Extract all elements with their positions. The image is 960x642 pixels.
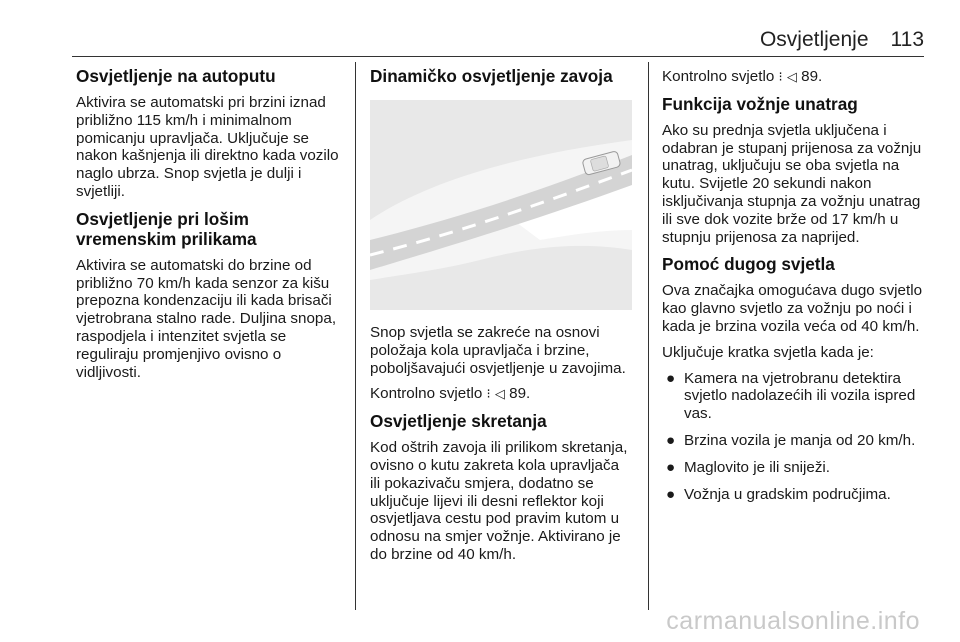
header-title: Osvjetljenje <box>759 28 869 51</box>
heading-high-beam-assist: Pomoć dugog svjetla <box>662 254 835 275</box>
bullet-icon: ● <box>666 431 676 449</box>
column-2 <box>370 62 632 572</box>
list-item: ● Vožnja u gradskim područjima. <box>666 485 891 503</box>
column-divider-1 <box>355 62 356 610</box>
heading-reverse-function: Funkcija vožnje unatrag <box>662 93 858 114</box>
paragraph-reverse-function: Ako su prednja svjetla uključena i odabran je stupanj prijenosa za vožnju unatrag, uključuju se oba svjetla na kutu. Svijetle 20 sekundi nakon isključivanja stupnja za vožnju unatrag ili sve dok vozite brže od 17 km/h u stupnju prijenosa za naprijed. <box>662 121 922 246</box>
paragraph-bad-weather-lighting: Aktivira se automatski do brzine od približno 70 km/h kada senzor za kišu prepozna kondenzaciju ili kada brisači vjetrobrana stalno rade. Duljina snopa, raspodjela i intenzitet svjetla se reguliraju promjenjivo ovisno o vidljivosti. <box>76 256 337 381</box>
cornering-light-icon: ⁝ <box>778 69 783 84</box>
reference-line <box>370 385 632 403</box>
header-divider <box>72 56 924 57</box>
list-item: ● Kamera na vjetrobranu detektira svjetlo nadolazećih ili vozila ispred vas. <box>666 369 916 423</box>
cornering-light-illustration <box>370 100 632 310</box>
reference-label: Kontrolno svjetlo <box>662 68 775 85</box>
paragraph-high-beam-assist: Ova značajka omogućava dugo svjetlo kao glavno svjetlo za vožnju po noći i kada je brzina vozila veća od 40 km/h. <box>662 282 923 335</box>
bullet-icon: ● <box>666 458 676 476</box>
bullet-icon: ● <box>666 369 676 387</box>
reference-page[interactable]: 89. <box>509 385 531 403</box>
reference-label: Kontrolno svjetlo <box>370 385 483 403</box>
page-reference-icon: ◁ <box>786 69 797 84</box>
column-1 <box>76 62 344 389</box>
page-number: 113 <box>890 28 924 51</box>
watermark: carmanualsonline.info <box>666 607 920 635</box>
reference-line <box>662 68 928 86</box>
page-header <box>760 28 924 52</box>
list-item: ● Maglovito je ili sniježi. <box>666 458 831 476</box>
paragraph-dynamic-cornering: Snop svjetla se zakreće na osnovi položaja kola upravljača i brzine, poboljšavajući osvjetljenje u zavojima. <box>370 324 626 377</box>
bullet-icon: ● <box>666 485 676 503</box>
page-reference-icon: ◁ <box>494 386 505 402</box>
paragraph-turning-lighting: Kod oštrih zavoja ili prilikom skretanja, ovisno o kutu zakreta kola upravljača ili pokazivaču smjera, dodatno se uključuje lijevi ili desni reflektor koji osvjetljava cestu pod pravim kutom u odnosu na smjer vožnje. Aktivirano je do brzine od 40 km/h. <box>370 439 628 563</box>
column-divider-2 <box>648 62 649 610</box>
heading-turning-lighting: Osvjetljenje skretanja <box>370 411 547 432</box>
paragraph-highway-lighting: Aktivira se automatski pri brzini iznad približno 115 km/h i minimalnom pomicanju upravljača. Uključuje se nakon kašnjenja ili direktno kada vozilo naglo ubrza. Snop svjetla je dulji i svjetliji. <box>76 94 339 200</box>
heading-highway-lighting: Osvjetljenje na autoputu <box>76 66 276 86</box>
reference-page[interactable]: 89. <box>801 68 823 85</box>
heading-bad-weather-lighting: Osvjetljenje pri lošim vremenskim prilikama <box>76 208 257 249</box>
cornering-light-icon: ⁝ <box>486 386 491 402</box>
paragraph-low-beam-conditions: Uključuje kratka svjetla kada je: <box>662 343 874 361</box>
heading-dynamic-cornering: Dinamičko osvjetljenje zavoja <box>370 66 613 86</box>
conditions-list <box>662 370 928 504</box>
column-3 <box>662 62 928 512</box>
list-item: ● Brzina vozila je manja od 20 km/h. <box>666 431 916 449</box>
